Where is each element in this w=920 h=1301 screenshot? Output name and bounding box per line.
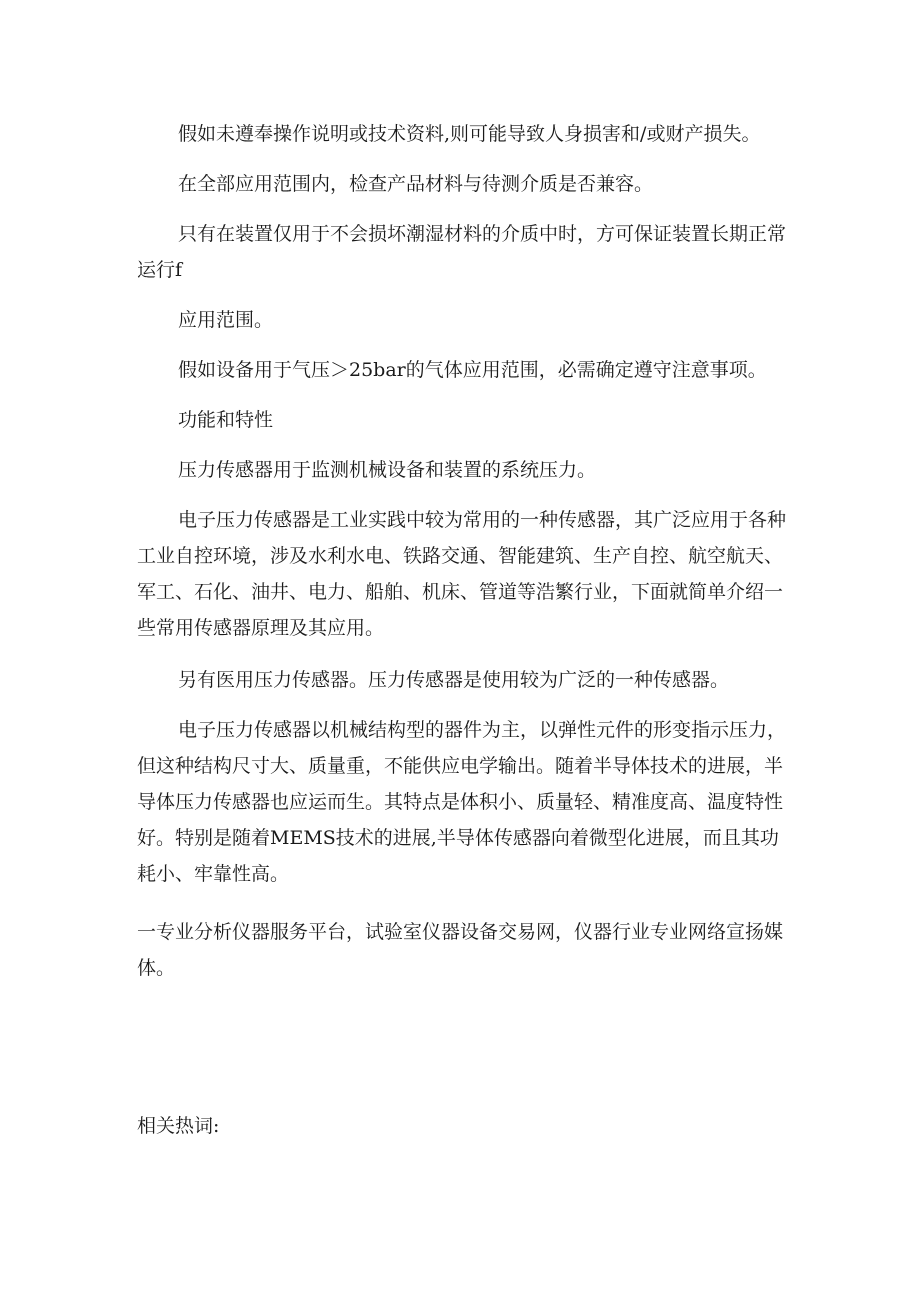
paragraph-gas-pressure-note: 假如设备用于气压＞25bar的气体应用范围，必需确定遵守注意事项。: [178, 359, 767, 381]
related-keywords-label: 相关热词:: [137, 1115, 220, 1137]
paragraph-sensor-purpose: 压力传感器用于监测机械设备和装置的系统压力。: [178, 459, 597, 481]
paragraph-platform-note: 一专业分析仪器服务平台，试验室仪器设备交易网，仪器行业专业网络宣扬媒体。: [137, 921, 784, 979]
paragraph-heading-features: 功能和特性: [178, 409, 274, 431]
paragraph-material-compatibility: 在全部应用范围内，检查产品材料与待测介质是否兼容。: [178, 173, 654, 195]
paragraph-safety-warning: 假如未遵奉操作说明或技术资料,则可能导致人身损害和/或财产损失。: [178, 123, 761, 145]
paragraph-long-term-operation: 只有在装置仅用于不会损坏潮湿材料的介质中时，方可保证装置长期正常运行f: [137, 223, 787, 281]
paragraph-electronic-sensor-intro: 电子压力传感器是工业实践中较为常用的一种传感器，其广泛应用于各种工业自控环境，涉及水利水电、铁路交通、智能建筑、生产自控、航空航天、军工、石化、油井、电力、船舶、机床、管道等浩繁行业，下面就简单介绍一些常用传感器原理及其应用。: [137, 509, 787, 639]
paragraph-semiconductor-sensor: 电子压力传感器以机械结构型的器件为主，以弹性元件的形变指示压力，但这种结构尺寸大、质量重，不能供应电学输出。随着半导体技术的进展，半导体压力传感器也应运而生。其特点是体积小、质量轻、精准度高、温度特性好。特别是随着MEMS技术的进展,半导体传感器向着微型化进展，而且其功耗小、牢靠性高。: [137, 719, 787, 885]
paragraph-application-scope: 应用范围。: [178, 309, 274, 331]
paragraph-medical-sensor: 另有医用压力传感器。压力传感器是使用较为广泛的一种传感器。: [178, 669, 730, 691]
